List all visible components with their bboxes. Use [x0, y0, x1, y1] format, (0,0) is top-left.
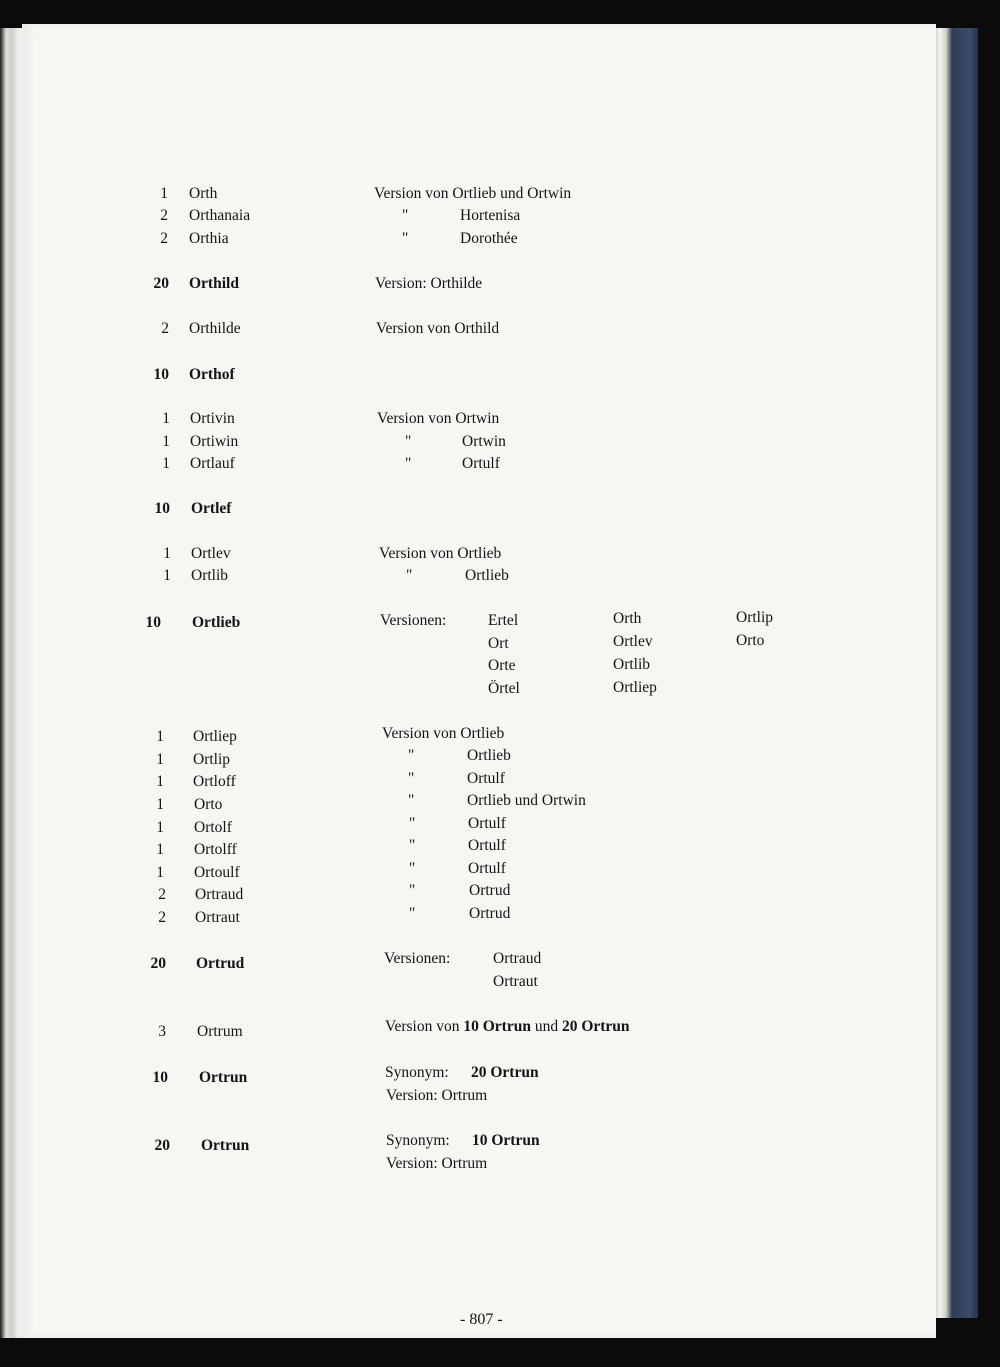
ditto-mark: " [409, 860, 416, 877]
synonym-value: 20 Ortrun [471, 1064, 539, 1081]
ditto-mark: " [409, 882, 416, 899]
entry-count: 2 [160, 230, 168, 247]
entry-note: Version: Orthilde [375, 275, 483, 292]
entry-name: Ortlieb [192, 614, 241, 631]
version-item: Ortlev [613, 633, 653, 650]
book-edge [930, 28, 978, 1318]
note-text: Version von [385, 1018, 464, 1035]
version-item: Örtel [488, 680, 520, 697]
entry-note: Version von Ortlieb [379, 545, 502, 562]
ditto-mark: " [408, 770, 415, 787]
entry-count: 2 [158, 886, 166, 903]
entry-name: Ortraut [195, 909, 240, 926]
entry-reference: Ortulf [468, 837, 506, 854]
entry-count: 3 [158, 1023, 166, 1040]
entry-count: 1 [162, 455, 170, 472]
synonym-label: Synonym: [386, 1132, 450, 1149]
entry-count: 10 [152, 1069, 168, 1086]
entry-count: 20 [150, 955, 166, 972]
entry-name: Orthild [189, 275, 239, 292]
ditto-mark: " [409, 837, 416, 854]
version-item: Ortliep [613, 679, 657, 696]
version-item: Ort [488, 635, 509, 652]
entry-name: Ortoulf [194, 864, 240, 881]
entry-reference: Ortlieb [465, 567, 509, 584]
version-line: Version: Ortrum [386, 1155, 488, 1172]
entry-count: 20 [153, 275, 169, 292]
entry-name: Ortlev [191, 545, 231, 562]
entry-reference: Ortrud [469, 882, 511, 899]
entry-name: Orto [194, 796, 223, 813]
entry-note: Version von Ortlieb [382, 725, 505, 742]
entry-count: 1 [162, 433, 170, 450]
entry-name: Orth [189, 185, 218, 202]
entry-name: Ortiwin [190, 433, 239, 450]
entry-name: Ortrun [201, 1137, 250, 1154]
entry-count: 1 [156, 864, 164, 881]
entry-count: 10 [153, 366, 169, 383]
version-item: Orte [488, 657, 516, 674]
entry-reference: Ortwin [462, 433, 506, 450]
entry-name: Ortolff [194, 841, 237, 858]
entry-count: 1 [156, 819, 164, 836]
book-page [22, 24, 936, 1338]
entry-note: Version von Ortlieb und Ortwin [374, 185, 572, 202]
version-item: Ortlib [613, 656, 651, 673]
synonym-value: 10 Ortrun [472, 1132, 540, 1149]
entry-reference: Ortulf [468, 815, 506, 832]
versions-label: Versionen: [384, 950, 451, 967]
ditto-mark: " [402, 207, 409, 224]
ditto-mark: " [409, 815, 416, 832]
entry-name: Ortraud [195, 886, 244, 903]
note-text: und [530, 1018, 562, 1035]
entry-note: Version von Orthild [376, 320, 500, 337]
entry-count: 1 [162, 410, 170, 427]
entry-name: Ortlef [191, 500, 232, 517]
entry-reference: Ortrud [469, 905, 511, 922]
entry-count: 1 [156, 796, 164, 813]
entry-name: Ortliep [193, 728, 237, 745]
entry-count: 1 [160, 185, 168, 202]
entry-reference: Ortlieb [467, 747, 511, 764]
entry-name: Ortlip [193, 751, 231, 768]
note-reference: 20 Ortrun [561, 1018, 630, 1035]
entry-name: Ortlauf [190, 455, 235, 472]
version-item: Ortraud [493, 950, 542, 967]
entry-count: 2 [160, 207, 168, 224]
ditto-mark: " [409, 905, 416, 922]
entry-name: Ortrun [199, 1069, 248, 1086]
entry-name: Ortrud [196, 955, 245, 972]
entry-name: Ortloff [193, 773, 236, 790]
ditto-mark: " [408, 792, 415, 809]
ditto-mark: " [405, 455, 412, 472]
ditto-mark: " [406, 567, 413, 584]
entry-count: 1 [163, 545, 171, 562]
version-item: Ortlip [736, 609, 774, 626]
entry-reference: Dorothée [460, 230, 518, 247]
entry-count: 1 [156, 728, 164, 745]
entry-name: Orthof [189, 366, 235, 383]
entry-count: 2 [158, 909, 166, 926]
entry-count: 1 [156, 841, 164, 858]
ditto-mark: " [408, 747, 415, 764]
entry-note: Version von Ortwin [377, 410, 500, 427]
version-item: Orto [736, 632, 765, 649]
entry-name: Orthilde [189, 320, 241, 337]
page-number: - 807 - [460, 1311, 503, 1328]
ditto-mark: " [402, 230, 409, 247]
ditto-mark: " [405, 433, 412, 450]
entry-name: Ortolf [194, 819, 232, 836]
entry-name: Ortivin [190, 410, 235, 427]
synonym-label: Synonym: [385, 1064, 449, 1081]
version-line: Version: Ortrum [386, 1087, 488, 1104]
entry-reference: Hortenisa [460, 207, 521, 224]
entry-count: 10 [154, 500, 170, 517]
entry-count: 2 [161, 320, 169, 337]
version-item: Orth [613, 610, 642, 627]
entry-reference: Ortulf [462, 455, 500, 472]
entry-count: 10 [145, 614, 161, 631]
entry-name: Ortlib [191, 567, 229, 584]
version-item: Ortraut [493, 973, 538, 990]
entry-reference: Ortulf [467, 770, 505, 787]
entry-name: Ortrum [197, 1023, 243, 1040]
entry-count: 1 [156, 773, 164, 790]
entry-count: 1 [163, 567, 171, 584]
version-item: Ertel [488, 612, 519, 629]
versions-label: Versionen: [380, 612, 447, 629]
note-reference: 10 Ortrun [463, 1018, 531, 1035]
entry-count: 1 [156, 751, 164, 768]
entry-reference: Ortlieb und Ortwin [467, 792, 586, 809]
entry-name: Orthia [189, 230, 229, 247]
entry-reference: Ortulf [468, 860, 506, 877]
entry-name: Orthanaia [189, 207, 251, 224]
entry-count: 20 [154, 1137, 170, 1154]
entry-note [385, 1018, 630, 1036]
